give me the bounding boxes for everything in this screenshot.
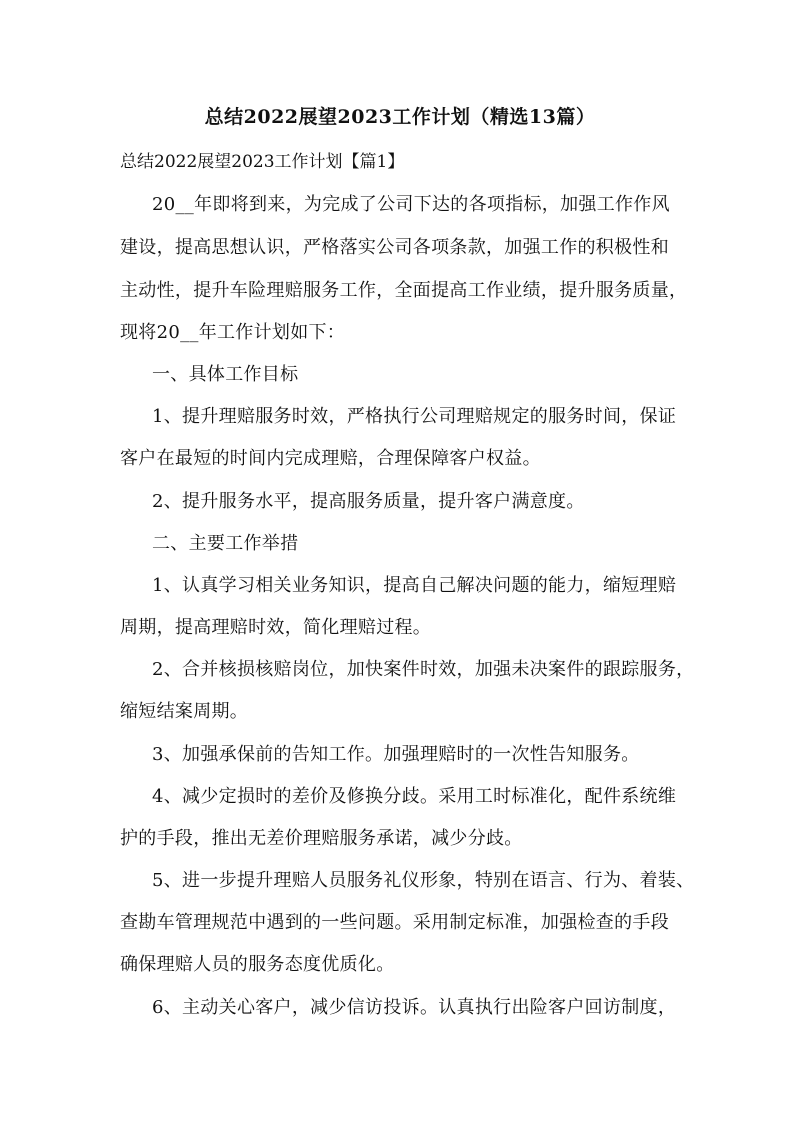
paragraph-line: 1、提升理赔服务时效，严格执行公司理赔规定的服务时间，保证 — [152, 406, 677, 427]
document-title: 总结2022展望2023工作计划（精选13篇） — [204, 106, 596, 128]
paragraph-line: 3、加强承保前的告知工作。加强理赔时的一次性告知服务。 — [152, 744, 640, 765]
paragraph-line: 客户在最短的时间内完成理赔，合理保障客户权益。 — [120, 448, 541, 469]
section-heading: 二、主要工作举措 — [152, 533, 299, 554]
paragraph-line: 周期，提高理赔时效，简化理赔过程。 — [120, 617, 432, 638]
intro-line: 20__年即将到来，为完成了公司下达的各项指标，加强工作作风 — [152, 194, 670, 215]
intro-line: 建设，提高思想认识，严格落实公司各项条款，加强工作的积极性和 — [120, 237, 669, 258]
paragraph-line: 确保理赔人员的服务态度优质化。 — [120, 954, 395, 975]
intro-line: 现将20__年工作计划如下： — [120, 322, 346, 343]
paragraph-line: 查勘车管理规范中遇到的一些问题。采用制定标准，加强检查的手段 — [120, 912, 669, 933]
paragraph-line: 2、合并核损核赔岗位，加快案件时效，加强未决案件的跟踪服务， — [152, 659, 695, 680]
paragraph-line: 4、减少定损时的差价及修换分歧。采用工时标准化，配件系统维 — [152, 786, 677, 807]
paragraph-line: 2、提升服务水平，提高服务质量，提升客户满意度。 — [152, 491, 585, 512]
paragraph-line: 缩短结案周期。 — [120, 701, 249, 722]
section-heading: 一、具体工作目标 — [152, 364, 299, 385]
paragraph-line: 1、认真学习相关业务知识，提高自己解决问题的能力，缩短理赔 — [152, 575, 677, 596]
paragraph-line: 6、主动关心客户，减少信访投诉。认真执行出险客户回访制度， — [152, 997, 677, 1018]
document-subtitle: 总结2022展望2023工作计划【篇1】 — [120, 152, 405, 172]
paragraph-line: 护的手段，推出无差价理赔服务承诺，减少分歧。 — [120, 828, 523, 849]
intro-line: 主动性，提升车险理赔服务工作，全面提高工作业绩，提升服务质量， — [120, 280, 688, 301]
paragraph-line: 5、进一步提升理赔人员服务礼仪形象，特别在语言、行为、着装、 — [152, 870, 695, 891]
